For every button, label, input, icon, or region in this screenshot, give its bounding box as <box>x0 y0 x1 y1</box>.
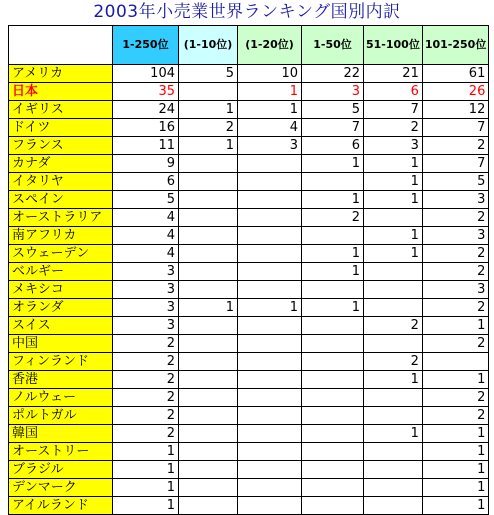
value-cell: 7 <box>364 101 423 119</box>
value-cell <box>238 497 302 515</box>
country-cell: ポルトガル <box>9 407 113 425</box>
value-cell: 3 <box>364 137 423 155</box>
value-cell: 1 <box>238 83 302 101</box>
country-cell: 日本 <box>9 83 113 101</box>
value-cell <box>179 479 238 497</box>
country-cell: 南アフリカ <box>9 227 113 245</box>
value-cell <box>238 335 302 353</box>
value-cell: 24 <box>113 101 179 119</box>
country-cell: オーストラリア <box>9 209 113 227</box>
chart-title: 2003年小売業世界ランキング国別内訳 <box>93 2 401 22</box>
value-cell <box>302 353 364 371</box>
table-row <box>9 137 489 155</box>
header-51-100: 51-100位 <box>364 26 423 65</box>
value-cell: 2 <box>113 353 179 371</box>
value-cell: 6 <box>364 83 423 101</box>
value-cell <box>179 209 238 227</box>
value-cell: 3 <box>422 227 489 245</box>
value-cell <box>364 461 423 479</box>
header-row <box>9 26 489 65</box>
table-row <box>9 497 489 515</box>
value-cell <box>302 425 364 443</box>
value-cell <box>302 461 364 479</box>
value-cell: 5 <box>113 191 179 209</box>
value-cell: 5 <box>179 65 238 83</box>
value-cell <box>364 209 423 227</box>
value-cell <box>238 389 302 407</box>
value-cell: 1 <box>113 443 179 461</box>
value-cell: 1 <box>422 317 489 335</box>
country-cell: ベルギー <box>9 263 113 281</box>
value-cell <box>238 317 302 335</box>
value-cell: 5 <box>422 173 489 191</box>
value-cell <box>238 191 302 209</box>
ranking-table <box>8 25 489 515</box>
value-cell: 2 <box>302 209 364 227</box>
country-cell: 韓国 <box>9 425 113 443</box>
value-cell: 1 <box>364 425 423 443</box>
value-cell: 1 <box>302 155 364 173</box>
value-cell: 1 <box>422 479 489 497</box>
value-cell <box>179 281 238 299</box>
value-cell <box>238 155 302 173</box>
value-cell: 1 <box>364 191 423 209</box>
country-cell: アイルランド <box>9 497 113 515</box>
value-cell: 2 <box>422 245 489 263</box>
country-cell: オーストリー <box>9 443 113 461</box>
table-row <box>9 335 489 353</box>
table-row <box>9 353 489 371</box>
value-cell <box>302 497 364 515</box>
value-cell <box>238 281 302 299</box>
header-1-250: 1-250位 <box>113 26 179 65</box>
value-cell: 11 <box>113 137 179 155</box>
value-cell <box>179 443 238 461</box>
country-cell: スイス <box>9 317 113 335</box>
value-cell: 1 <box>422 425 489 443</box>
value-cell <box>179 335 238 353</box>
value-cell: 2 <box>422 407 489 425</box>
value-cell <box>238 371 302 389</box>
value-cell: 7 <box>422 155 489 173</box>
value-cell: 1 <box>422 371 489 389</box>
country-cell: フィンランド <box>9 353 113 371</box>
table-row <box>9 227 489 245</box>
value-cell <box>179 227 238 245</box>
value-cell <box>238 353 302 371</box>
country-cell: スペイン <box>9 191 113 209</box>
value-cell <box>238 227 302 245</box>
value-cell: 2 <box>422 209 489 227</box>
country-cell: ノルウェー <box>9 389 113 407</box>
country-cell: ブラジル <box>9 461 113 479</box>
header-corner <box>9 26 113 65</box>
value-cell: 2 <box>364 317 423 335</box>
value-cell: 1 <box>179 137 238 155</box>
table-row <box>9 101 489 119</box>
value-cell <box>302 227 364 245</box>
value-cell: 1 <box>364 155 423 173</box>
value-cell <box>364 263 423 281</box>
value-cell: 104 <box>113 65 179 83</box>
value-cell: 5 <box>302 101 364 119</box>
value-cell <box>179 245 238 263</box>
value-cell: 2 <box>113 425 179 443</box>
value-cell <box>179 389 238 407</box>
table-row <box>9 461 489 479</box>
value-cell: 3 <box>113 317 179 335</box>
value-cell <box>238 407 302 425</box>
country-cell: 中国 <box>9 335 113 353</box>
value-cell: 1 <box>364 371 423 389</box>
value-cell: 3 <box>238 137 302 155</box>
table-row <box>9 155 489 173</box>
table-row <box>9 299 489 317</box>
country-cell: デンマーク <box>9 479 113 497</box>
value-cell: 2 <box>179 119 238 137</box>
value-cell <box>238 245 302 263</box>
value-cell: 1 <box>364 173 423 191</box>
value-cell: 9 <box>113 155 179 173</box>
value-cell <box>179 317 238 335</box>
value-cell: 7 <box>302 119 364 137</box>
value-cell: 1 <box>113 479 179 497</box>
value-cell <box>238 425 302 443</box>
value-cell <box>238 263 302 281</box>
value-cell <box>238 173 302 191</box>
value-cell: 1 <box>302 191 364 209</box>
table-row <box>9 191 489 209</box>
value-cell <box>364 443 423 461</box>
value-cell: 1 <box>364 227 423 245</box>
value-cell: 1 <box>422 461 489 479</box>
value-cell: 2 <box>113 371 179 389</box>
value-cell <box>179 497 238 515</box>
value-cell <box>364 281 423 299</box>
value-cell <box>179 173 238 191</box>
value-cell: 3 <box>113 281 179 299</box>
value-cell: 1 <box>238 101 302 119</box>
value-cell <box>364 407 423 425</box>
value-cell: 3 <box>302 83 364 101</box>
table-row <box>9 119 489 137</box>
value-cell: 61 <box>422 65 489 83</box>
table-row <box>9 317 489 335</box>
value-cell: 22 <box>302 65 364 83</box>
country-cell: フランス <box>9 137 113 155</box>
value-cell: 2 <box>422 335 489 353</box>
table-row <box>9 263 489 281</box>
value-cell: 2 <box>422 263 489 281</box>
value-cell <box>238 209 302 227</box>
country-cell: カナダ <box>9 155 113 173</box>
table-row <box>9 371 489 389</box>
country-cell: イギリス <box>9 101 113 119</box>
value-cell: 4 <box>238 119 302 137</box>
value-cell: 1 <box>364 245 423 263</box>
value-cell: 1 <box>302 245 364 263</box>
value-cell <box>422 353 489 371</box>
value-cell: 26 <box>422 83 489 101</box>
table-row <box>9 281 489 299</box>
value-cell <box>238 461 302 479</box>
value-cell <box>302 371 364 389</box>
value-cell <box>302 443 364 461</box>
value-cell: 1 <box>113 461 179 479</box>
table-row <box>9 65 489 83</box>
value-cell: 2 <box>113 389 179 407</box>
country-cell: アメリカ <box>9 65 113 83</box>
value-cell: 4 <box>113 245 179 263</box>
value-cell: 12 <box>422 101 489 119</box>
value-cell <box>302 335 364 353</box>
value-cell <box>364 389 423 407</box>
value-cell: 4 <box>113 209 179 227</box>
value-cell: 1 <box>179 101 238 119</box>
table-row <box>9 83 489 101</box>
value-cell <box>179 263 238 281</box>
value-cell: 6 <box>302 137 364 155</box>
value-cell: 3 <box>113 299 179 317</box>
table-row <box>9 479 489 497</box>
value-cell <box>302 479 364 497</box>
value-cell <box>179 371 238 389</box>
value-cell: 2 <box>364 353 423 371</box>
value-cell <box>179 425 238 443</box>
country-cell: スウェーデン <box>9 245 113 263</box>
value-cell: 2 <box>364 119 423 137</box>
value-cell: 1 <box>238 299 302 317</box>
value-cell: 21 <box>364 65 423 83</box>
value-cell: 3 <box>422 191 489 209</box>
value-cell: 10 <box>238 65 302 83</box>
value-cell <box>364 479 423 497</box>
value-cell <box>302 317 364 335</box>
value-cell <box>364 497 423 515</box>
value-cell: 1 <box>422 443 489 461</box>
value-cell <box>179 407 238 425</box>
table-row <box>9 407 489 425</box>
value-cell: 1 <box>113 497 179 515</box>
table-row <box>9 443 489 461</box>
value-cell <box>179 353 238 371</box>
table-row <box>9 425 489 443</box>
table-row <box>9 209 489 227</box>
header-101-250: 101-250位 <box>422 26 489 65</box>
value-cell: 4 <box>113 227 179 245</box>
value-cell: 2 <box>422 389 489 407</box>
table-body <box>9 65 489 515</box>
country-cell: メキシコ <box>9 281 113 299</box>
value-cell <box>302 389 364 407</box>
table-row <box>9 173 489 191</box>
value-cell <box>364 335 423 353</box>
value-cell: 1 <box>179 299 238 317</box>
value-cell: 1 <box>302 299 364 317</box>
value-cell: 16 <box>113 119 179 137</box>
value-cell: 2 <box>422 299 489 317</box>
value-cell: 1 <box>422 497 489 515</box>
value-cell <box>238 443 302 461</box>
value-cell <box>364 299 423 317</box>
value-cell: 2 <box>113 407 179 425</box>
country-cell: ドイツ <box>9 119 113 137</box>
header-1-50: 1-50位 <box>302 26 364 65</box>
table-row <box>9 245 489 263</box>
table-row <box>9 389 489 407</box>
value-cell: 1 <box>302 263 364 281</box>
country-cell: イタリヤ <box>9 173 113 191</box>
value-cell: 2 <box>113 335 179 353</box>
header-1-20: (1-20位) <box>238 26 302 65</box>
value-cell <box>302 173 364 191</box>
value-cell <box>179 191 238 209</box>
value-cell: 7 <box>422 119 489 137</box>
country-cell: 香港 <box>9 371 113 389</box>
header-1-10: (1-10位) <box>179 26 238 65</box>
value-cell <box>179 83 238 101</box>
value-cell: 3 <box>113 263 179 281</box>
value-cell: 3 <box>422 281 489 299</box>
value-cell: 6 <box>113 173 179 191</box>
value-cell: 35 <box>113 83 179 101</box>
value-cell <box>302 407 364 425</box>
value-cell <box>179 155 238 173</box>
country-cell: オランダ <box>9 299 113 317</box>
value-cell: 2 <box>422 137 489 155</box>
value-cell <box>179 461 238 479</box>
value-cell <box>238 479 302 497</box>
value-cell <box>302 281 364 299</box>
